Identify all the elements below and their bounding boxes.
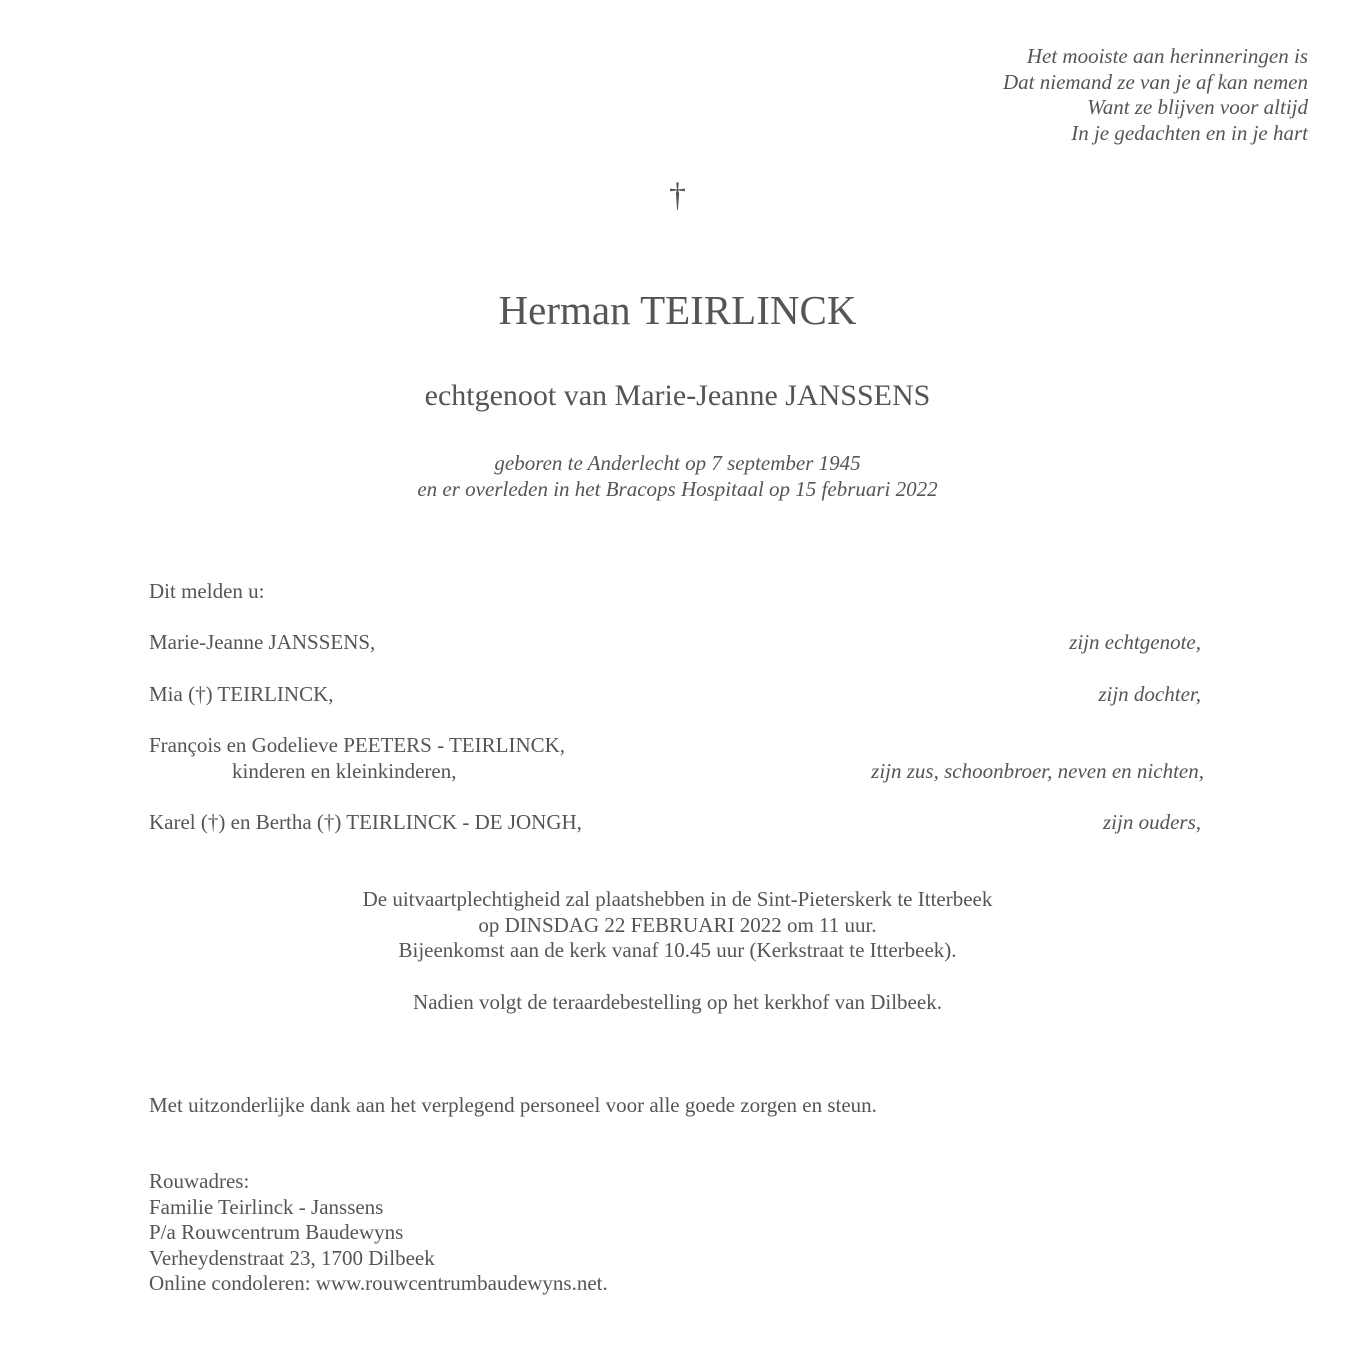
memorial-poem (1003, 44, 1308, 146)
spouse-line: echtgenoot van Marie-Jeanne JANSSENS (424, 379, 931, 412)
death-line: en er overleden in het Bracops Hospitaal op 15 februari 2022 (417, 476, 938, 501)
poem-line: Want ze blijven voor altijd (1087, 95, 1308, 119)
relative-name: Mia (†) TEIRLINCK, (149, 682, 334, 706)
relative-role: zijn zus, schoonbroer, neven en nichten, (871, 759, 1204, 783)
relative-name: Karel (†) en Bertha (†) TEIRLINCK - DE JONGH, (149, 810, 582, 834)
address-line: Familie Teirlinck - Janssens (149, 1194, 384, 1219)
address-line: Online condoleren: www.rouwcentrumbaudewyns.net. (149, 1271, 608, 1295)
relative-role: zijn echtgenote, (1069, 630, 1201, 654)
relative-subline: kinderen en kleinkinderen, (232, 759, 457, 783)
ceremony-line: op DINSDAG 22 FEBRUARI 2022 om 11 uur. (478, 912, 877, 937)
life-dates (0, 451, 1345, 502)
deceased-name: Herman TEIRLINCK (498, 287, 857, 333)
ceremony-line: Bijeenkomst aan de kerk vanaf 10.45 uur (Kerkstraat te Itterbeek). (398, 938, 957, 962)
announcement-intro: Dit melden u: (149, 579, 265, 603)
thanks-line: Met uitzonderlijke dank aan het verplegend personeel voor alle goede zorgen en steun. (149, 1093, 877, 1117)
address-line: Verheydenstraat 23, 1700 Dilbeek (149, 1245, 435, 1270)
cross-icon: † (669, 177, 686, 214)
address-label: Rouwadres: (149, 1169, 250, 1193)
poem-line: Dat niemand ze van je af kan nemen (1002, 69, 1308, 94)
poem-line: Het mooiste aan herinneringen is (1026, 44, 1308, 68)
address-line: P/a Rouwcentrum Baudewyns (149, 1220, 404, 1244)
relative-name: François en Godelieve PEETERS - TEIRLINCK, (149, 733, 566, 757)
poem-line: In je gedachten en in je hart (1071, 120, 1308, 145)
relative-role: zijn dochter, (1098, 682, 1201, 706)
relative-name: Marie-Jeanne JANSSENS, (149, 630, 376, 654)
burial-line: Nadien volgt de teraardebestelling op het kerkhof van Dilbeek. (413, 990, 942, 1014)
relative-role: zijn ouders, (1102, 810, 1201, 834)
mourning-address (149, 1169, 608, 1297)
funeral-ceremony (0, 887, 1345, 964)
ceremony-line: De uitvaartplechtigheid zal plaatshebben in de Sint-Pieterskerk te Itterbeek (362, 887, 993, 911)
birth-line: geboren te Anderlecht op 7 september 1945 (494, 451, 861, 475)
